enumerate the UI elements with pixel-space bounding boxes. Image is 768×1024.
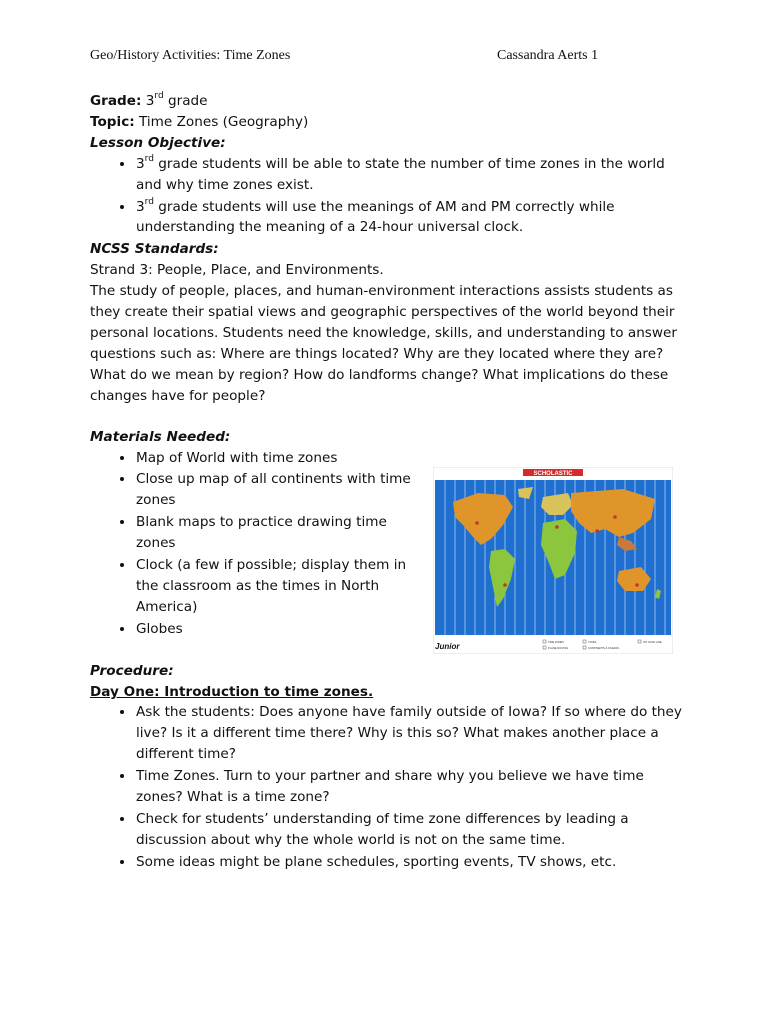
ncss-heading: NCSS Standards: (90, 241, 219, 258)
scholastic-logo-text: SCHOLASTIC (533, 470, 573, 477)
procedure-item: • Time Zones. Turn to your partner and share why you believe we have time zones? What is a time zone? (135, 766, 690, 808)
day-one-label: Day One: Introduction to time zones. (90, 683, 374, 700)
objective-item-num: 3 (136, 198, 145, 215)
grade-ordinal: rd (154, 91, 164, 102)
grade-number: 3 (145, 93, 155, 109)
ncss-body: The study of people, places, and human-environment interactions assists students as they create their spatial views and geographic perspectives of the world beyond their personal locations. Students need the knowledge, skills, and understanding to answer questions such as: Where are things located? Why are they located where they are? What do we mean by region? How do landforms change? What implications do these changes have for people? (90, 283, 677, 404)
ncss-strand: Strand 3: People, Place, and Environments. (90, 262, 384, 279)
legend-date-line: INT. DATE LINE (643, 641, 662, 644)
procedure-list (90, 702, 690, 872)
materials-item: • Blank maps to practice drawing time zones (135, 512, 425, 554)
junior-logo: Junior (435, 642, 460, 651)
grade-label: Grade: (90, 93, 142, 109)
objective-item (135, 197, 690, 239)
legend-cities: CITIES (588, 641, 597, 644)
legend-continents: CONTINENTS & OCEANS (588, 647, 619, 650)
header-right: Cassandra Aerts 1 (497, 48, 599, 63)
objective-item-text: grade students will use the meanings of AM and PM correctly while understanding the meaning of a 24-hour universal clock. (136, 198, 615, 236)
spacer (90, 407, 690, 427)
procedure-item: • Some ideas might be plane schedules, sporting events, TV shows, etc. (135, 852, 690, 873)
header-left: Geo/History Activities: Time Zones (90, 48, 291, 63)
materials-item: • Clock (a few if possible; display them in the classroom as the times in North America) (135, 555, 425, 618)
objective-item-ordinal: rd (144, 154, 154, 165)
procedure-item: • Check for students’ understanding of time zone differences by leading a discussion about why the whole world is not on the same time. (135, 809, 690, 851)
objective-item (135, 154, 690, 196)
objective-item-ordinal: rd (144, 197, 154, 207)
objective-heading: Lesson Objective: (90, 134, 226, 151)
materials-item: • Close up map of all continents with time zones (135, 469, 425, 511)
materials-item: • Map of World with time zones (135, 448, 425, 469)
objective-item-num: 3 (136, 155, 145, 172)
topic-line (90, 112, 690, 133)
grade-rest: grade (163, 93, 208, 109)
objective-list (90, 154, 690, 239)
day-one-heading (90, 682, 690, 703)
procedure-heading: Procedure: (90, 662, 174, 679)
objective-item-text: grade students will be able to state the number of time zones in the world and why time zones exist. (136, 155, 665, 193)
legend-plane-routes: PLANE ROUTES (548, 647, 569, 650)
grade-line (90, 91, 690, 112)
materials-item: • Globes (135, 619, 425, 640)
world-time-zone-map (433, 467, 673, 654)
materials-heading: Materials Needed: (90, 428, 231, 445)
topic-label: Topic: (90, 113, 135, 130)
topic-value: Time Zones (Geography) (134, 113, 309, 130)
legend-time-zones: TIME ZONES (548, 641, 564, 644)
procedure-item: • Ask the students: Does anyone have family outside of Iowa? If so where do they live? Is it a different time there? Why is this so? What makes another place a different time? (135, 702, 690, 765)
materials-list (90, 448, 425, 640)
